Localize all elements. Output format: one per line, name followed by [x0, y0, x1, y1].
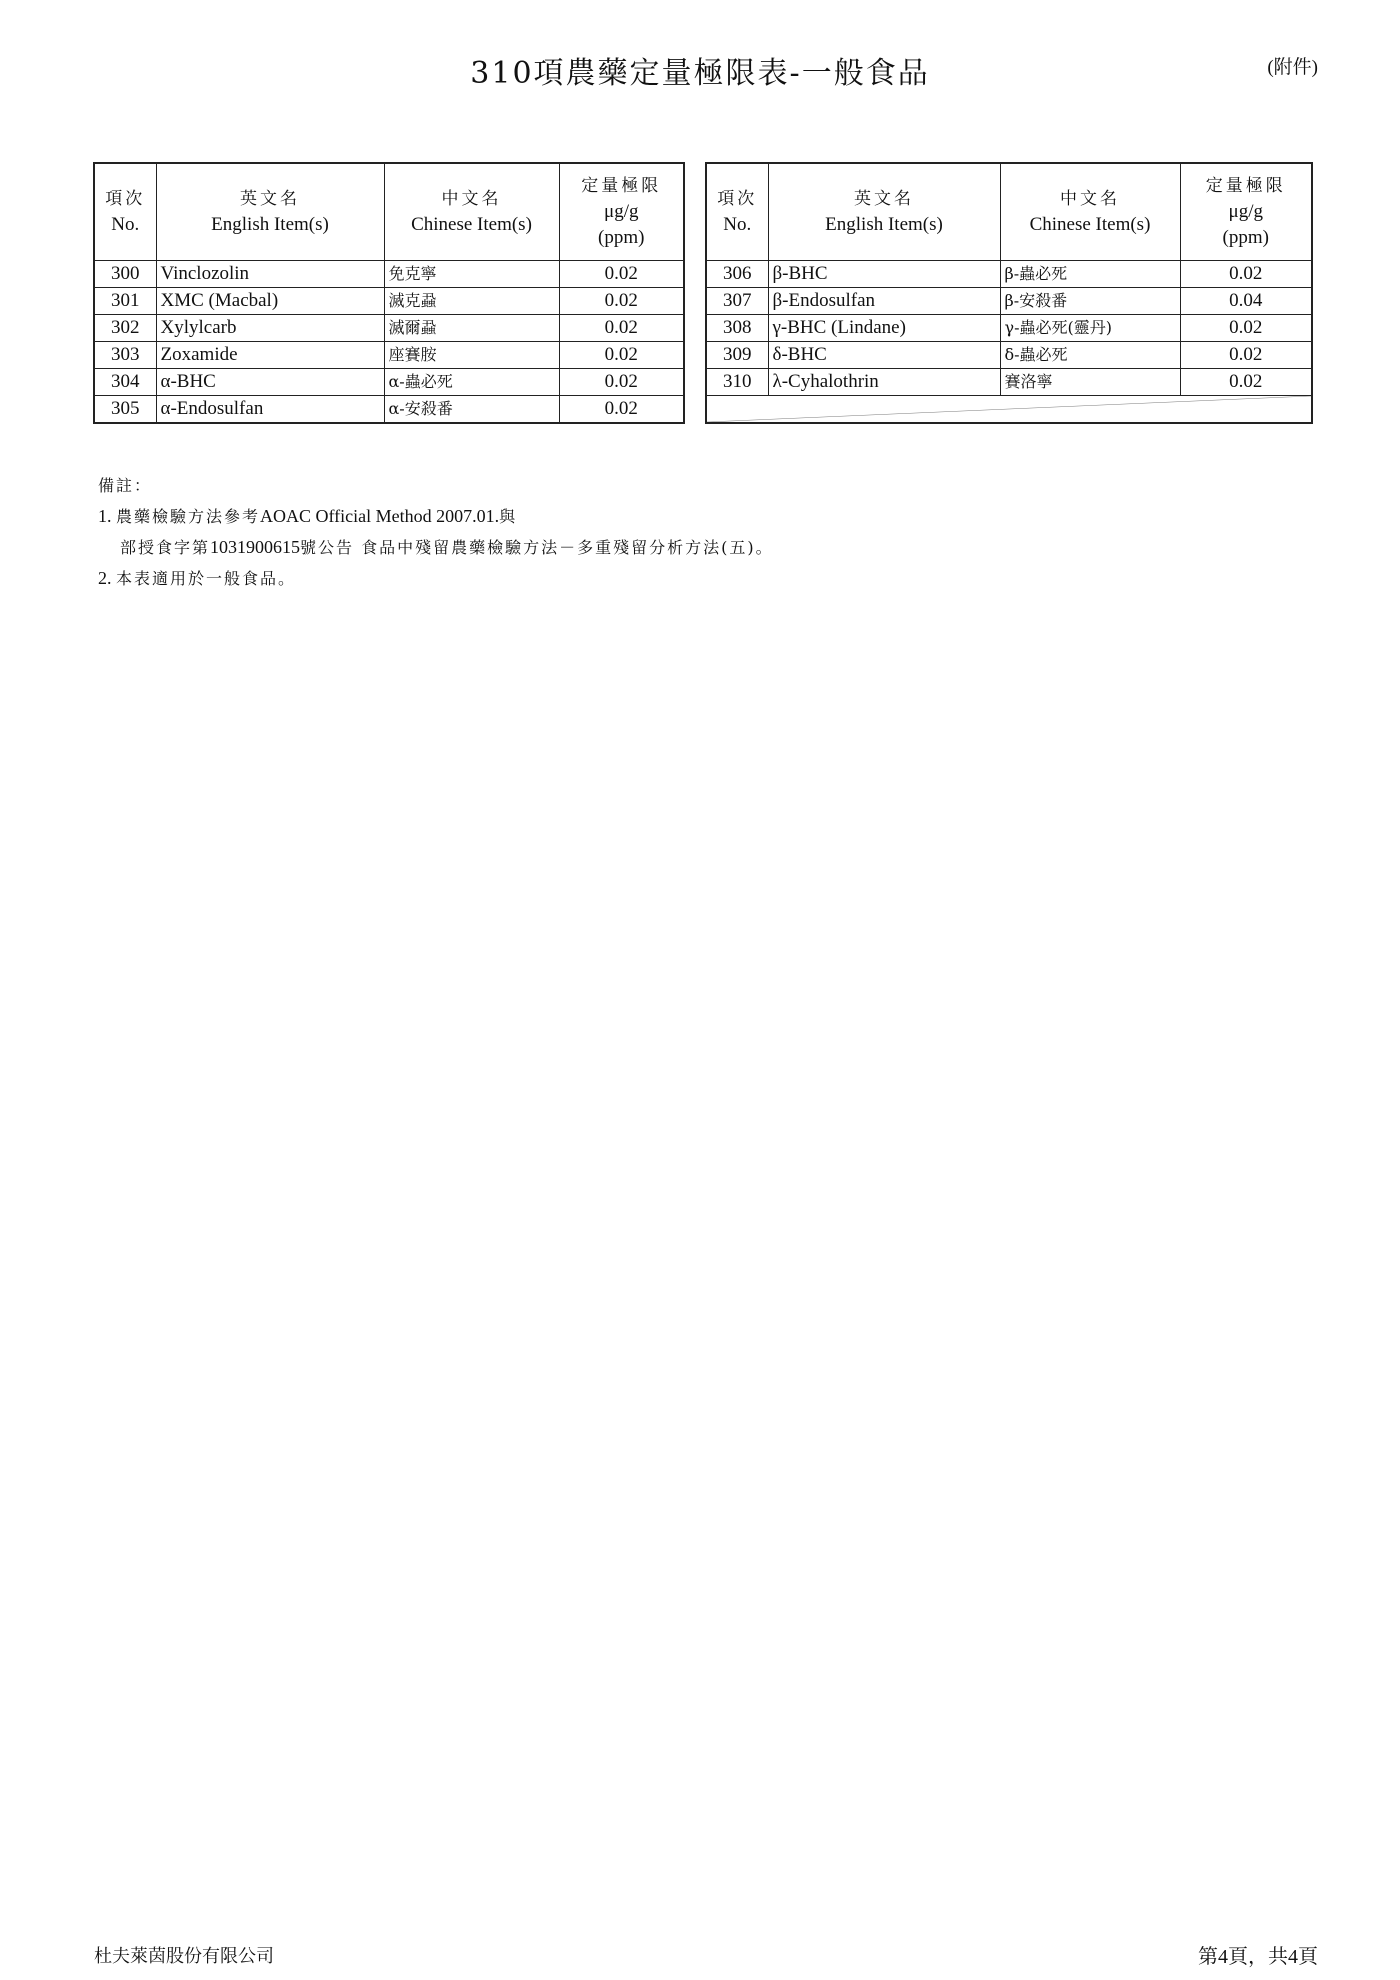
header-no: 項次 No. — [706, 163, 768, 261]
row-limit: 0.02 — [559, 342, 684, 369]
row-limit: 0.02 — [1180, 261, 1312, 288]
row-chinese-name: α-安殺番 — [384, 396, 559, 424]
row-limit: 0.04 — [1180, 288, 1312, 315]
table-row — [94, 261, 684, 288]
row-chinese-name: 滅克蝨 — [384, 288, 559, 315]
strikethrough-cell — [706, 396, 1312, 424]
table-row — [94, 342, 684, 369]
row-chinese-name: β-蟲必死 — [1000, 261, 1180, 288]
row-chinese-name: γ-蟲必死(靈丹) — [1000, 315, 1180, 342]
page-title: 310項農藥定量極限表-一般食品 — [470, 56, 930, 91]
row-english-name: α-BHC — [156, 369, 384, 396]
table-row — [706, 261, 1312, 288]
table-row — [94, 369, 684, 396]
attachment-label: (附件) — [1267, 57, 1318, 78]
row-limit: 0.02 — [559, 369, 684, 396]
table-header-row — [94, 163, 684, 261]
row-limit: 0.02 — [1180, 342, 1312, 369]
table-row — [706, 342, 1312, 369]
row-english-name: δ-BHC — [768, 342, 1000, 369]
row-english-name: Xylylcarb — [156, 315, 384, 342]
row-no: 309 — [706, 342, 768, 369]
row-no: 306 — [706, 261, 768, 288]
row-english-name: β-Endosulfan — [768, 288, 1000, 315]
header-chinese: 中文名 Chinese Item(s) — [384, 163, 559, 261]
row-no: 304 — [94, 369, 156, 396]
header-chinese: 中文名 Chinese Item(s) — [1000, 163, 1180, 261]
row-no: 300 — [94, 261, 156, 288]
table-row — [94, 396, 684, 424]
header-limit: 定量極限 μg/g (ppm) — [559, 163, 684, 261]
row-chinese-name: 座賽胺 — [384, 342, 559, 369]
header-english: 英文名 English Item(s) — [156, 163, 384, 261]
row-english-name: λ-Cyhalothrin — [768, 369, 1000, 396]
row-no: 301 — [94, 288, 156, 315]
header-english: 英文名 English Item(s) — [768, 163, 1000, 261]
row-no: 302 — [94, 315, 156, 342]
row-limit: 0.02 — [559, 315, 684, 342]
row-chinese-name: α-蟲必死 — [384, 369, 559, 396]
header-limit: 定量極限 μg/g (ppm) — [1180, 163, 1312, 261]
row-english-name: Zoxamide — [156, 342, 384, 369]
row-english-name: α-Endosulfan — [156, 396, 384, 424]
diagonal-line — [707, 396, 1311, 422]
row-english-name: XMC (Macbal) — [156, 288, 384, 315]
row-limit: 0.02 — [559, 288, 684, 315]
row-limit: 0.02 — [1180, 315, 1312, 342]
row-no: 305 — [94, 396, 156, 424]
pesticide-table-left — [93, 162, 685, 424]
table-row — [706, 369, 1312, 396]
row-chinese-name: δ-蟲必死 — [1000, 342, 1180, 369]
table-row — [706, 315, 1312, 342]
table-row — [94, 288, 684, 315]
row-chinese-name: 滅爾蝨 — [384, 315, 559, 342]
row-limit: 0.02 — [559, 261, 684, 288]
header-no: 項次 No. — [94, 163, 156, 261]
footer-page-number: 第4頁，共4頁 — [1198, 1946, 1318, 1968]
row-chinese-name: 賽洛寧 — [1000, 369, 1180, 396]
footer-company: 杜夫萊茵股份有限公司 — [94, 1946, 274, 1967]
table-header-row — [706, 163, 1312, 261]
row-limit: 0.02 — [559, 396, 684, 424]
row-no: 308 — [706, 315, 768, 342]
row-no: 310 — [706, 369, 768, 396]
note-item-1-line-2: 部授食字第1031900615號公告 食品中殘留農藥檢驗方法－多重殘留分析方法(五)。 — [120, 537, 774, 557]
note-item-1: 1. 農藥檢驗方法參考AOAC Official Method 2007.01.與 — [98, 506, 518, 526]
row-no: 307 — [706, 288, 768, 315]
blank-row — [706, 396, 1312, 424]
table-row — [706, 288, 1312, 315]
notes-heading: 備註： — [98, 476, 153, 495]
row-chinese-name: 免克寧 — [384, 261, 559, 288]
row-chinese-name: β-安殺番 — [1000, 288, 1180, 315]
row-limit: 0.02 — [1180, 369, 1312, 396]
pesticide-table-right — [705, 162, 1313, 424]
row-no: 303 — [94, 342, 156, 369]
notes-section — [98, 470, 774, 594]
row-english-name: Vinclozolin — [156, 261, 384, 288]
note-item-2: 2. 本表適用於一般食品。 — [98, 568, 297, 588]
table-row — [94, 315, 684, 342]
row-english-name: γ-BHC (Lindane) — [768, 315, 1000, 342]
row-english-name: β-BHC — [768, 261, 1000, 288]
